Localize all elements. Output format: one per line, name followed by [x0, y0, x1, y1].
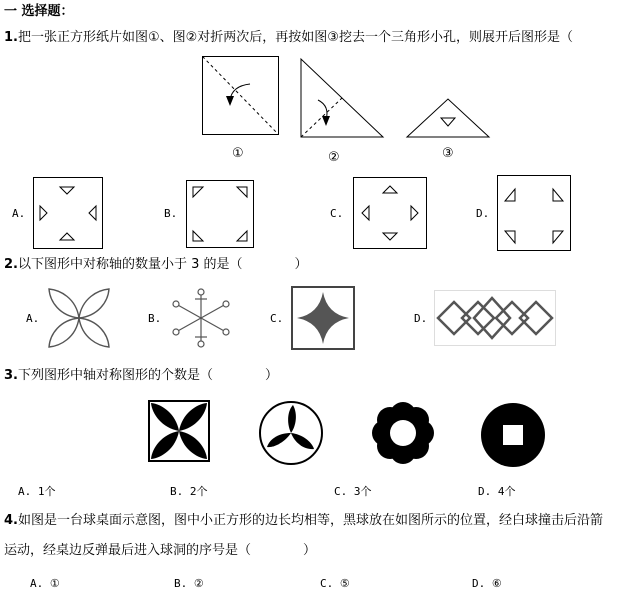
- q1-figure-3: [406, 98, 490, 138]
- q2-option-b-figure[interactable]: [170, 288, 232, 348]
- q2-option-c-figure[interactable]: [291, 286, 355, 350]
- question-3-number: 3.: [4, 368, 18, 383]
- question-2-text: 以下图形中对称轴的数量小于 3 的是（ ）: [17, 257, 308, 272]
- q4-option-d[interactable]: D. ⑥: [472, 577, 502, 590]
- q1-option-c-figure[interactable]: [353, 177, 427, 249]
- q1-figure-3-label: ③: [442, 146, 454, 161]
- question-2: [4, 257, 308, 273]
- q1-figure-1: [202, 56, 280, 136]
- q3-option-b[interactable]: B. 2个: [170, 485, 208, 498]
- question-4-text-line-1: 如图是一台球桌面示意图，图中小正方形的边长均相等，黑球放在如图所示的位置，经白球撞击后沿箭: [17, 513, 603, 528]
- question-3: [4, 368, 278, 384]
- q1-figure-2-label: ②: [328, 150, 340, 165]
- q1-option-a-figure[interactable]: [33, 177, 103, 249]
- q1-option-c-label: C.: [330, 207, 344, 220]
- q4-option-c[interactable]: C. ⑤: [320, 577, 350, 590]
- question-1-text: 把一张正方形纸片如图①、图②对折两次后，再按如图③挖去一个三角形小孔，则展开后图形是（: [17, 30, 573, 45]
- q3-figure-4: [480, 402, 546, 468]
- q2-option-d-label: D.: [414, 312, 428, 325]
- q2-option-c-label: C.: [270, 312, 284, 325]
- q1-option-d-figure[interactable]: [497, 175, 571, 251]
- question-4-line-1: [4, 513, 603, 529]
- q2-option-a-figure[interactable]: [46, 286, 112, 350]
- question-2-number: 2.: [4, 257, 18, 272]
- question-1: [4, 30, 573, 46]
- q1-option-b-figure[interactable]: [186, 180, 254, 248]
- q2-option-a-label: A.: [26, 312, 40, 325]
- q2-option-b-label: B.: [148, 312, 162, 325]
- q1-figure-1-label: ①: [232, 146, 244, 161]
- question-3-text: 下列图形中轴对称图形的个数是（ ）: [17, 368, 278, 383]
- q3-figure-1: [148, 400, 210, 462]
- q3-figure-2: [258, 400, 324, 466]
- section-title: 一 选择题：: [4, 4, 74, 19]
- question-1-number: 1.: [4, 30, 18, 45]
- q1-option-b-label: B.: [164, 207, 178, 220]
- q3-figure-3: [370, 400, 436, 466]
- question-4-number: 4.: [4, 513, 18, 528]
- q4-option-a[interactable]: A. ①: [30, 577, 60, 590]
- question-4-line-2: 运动，经桌边反弹最后进入球洞的序号是（ ）: [4, 543, 317, 558]
- q4-option-b[interactable]: B. ②: [174, 577, 204, 590]
- q1-figure-2: [300, 58, 384, 138]
- q1-option-d-label: D.: [476, 207, 490, 220]
- q1-option-a-label: A.: [12, 207, 26, 220]
- q3-option-d[interactable]: D. 4个: [478, 485, 516, 498]
- q2-option-d-figure[interactable]: [434, 290, 556, 346]
- q3-option-a[interactable]: A. 1个: [18, 485, 56, 498]
- q3-option-c[interactable]: C. 3个: [334, 485, 372, 498]
